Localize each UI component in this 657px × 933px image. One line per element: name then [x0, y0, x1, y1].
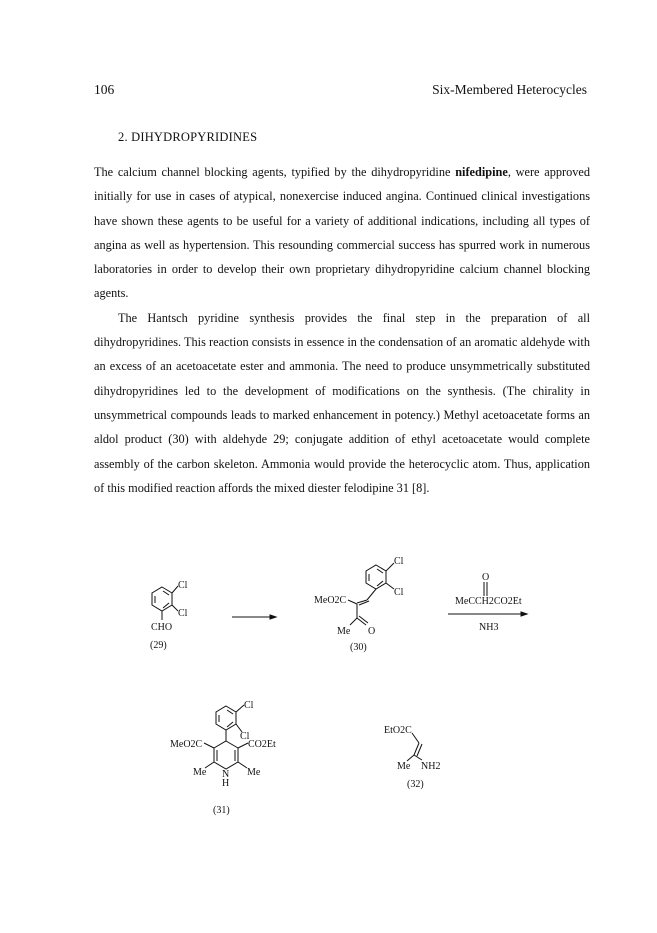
section-heading: 2. DIHYDROPYRIDINES — [118, 130, 258, 144]
reagent-o: O — [482, 572, 490, 583]
c29-cho: CHO — [151, 622, 173, 633]
running-title: Six-Membered Heterocycles — [432, 82, 587, 97]
c30-ester: MeO2C — [314, 595, 347, 606]
c32-me: Me — [397, 761, 411, 772]
c31-ester-left: MeO2C — [170, 739, 203, 750]
c32-ester: EtO2C — [384, 725, 412, 736]
c29-cl2: Cl — [178, 608, 188, 619]
c30-me: Me — [337, 626, 351, 637]
c31-ester-right: CO2Et — [248, 739, 276, 750]
c32-label: (32) — [407, 779, 424, 790]
page-number: 106 — [94, 82, 115, 97]
c31-label: (31) — [213, 805, 230, 816]
c29-label: (29) — [150, 640, 167, 651]
nifedipine-term: nifedipine — [455, 165, 508, 179]
c30-label: (30) — [350, 642, 367, 653]
c31-cl1: Cl — [244, 700, 254, 711]
reagent-above: MeCCH2CO2Et — [455, 596, 522, 607]
reagent-below: NH3 — [479, 622, 499, 633]
c29-cl1: Cl — [178, 580, 188, 591]
reaction-scheme — [0, 540, 657, 830]
c31-cl2: Cl — [240, 731, 250, 742]
c31-me-left: Me — [193, 767, 207, 778]
c32-nh2: NH2 — [421, 761, 441, 772]
ring-31-dhp — [214, 741, 238, 769]
c31-n: N — [222, 769, 230, 780]
paragraph-1: The calcium channel blocking agents, typified by the dihydropyridine nifedipine, were approved initially for use in cases of atypical, nonexercise induced angina. Continued clinical investigations have shown these agents to be useful for a variety of additional indications, including all types of angina as well as hypertension. This resounding commercial success has spurred work in numerous laboratories in order to develop their own proprietary dihydropyridine calcium channel blocking agents. — [94, 165, 590, 301]
c30-cl1: Cl — [394, 556, 404, 567]
body-text — [94, 160, 590, 500]
c31-me-right: Me — [247, 767, 261, 778]
paragraph-2: The Hantsch pyridine synthesis provides the final step in the preparation of all dihydropyridines. This reaction consists in essence in the condensation of an aromatic aldehyde with an excess of an acetoacetate ester and ammonia. The need to produce unsymmetrically substituted dihydropyridines led to the development of modifications on the synthesis. (The chirality in unsymmetrical compounds leads to marked enhancement in potency.) Methyl acetoacetate forms an aldol product (30) with aldehyde 29; conjugate addition of ethyl acetoacetate would complete assembly of the carbon skeleton. Ammonia would provide the heterocyclic atom. Thus, application of this modified reaction affords the mixed diester felodipine 31 [8]. — [94, 310, 590, 495]
c31-h: H — [222, 778, 230, 789]
c30-o: O — [368, 626, 376, 637]
c30-cl2: Cl — [394, 587, 404, 598]
